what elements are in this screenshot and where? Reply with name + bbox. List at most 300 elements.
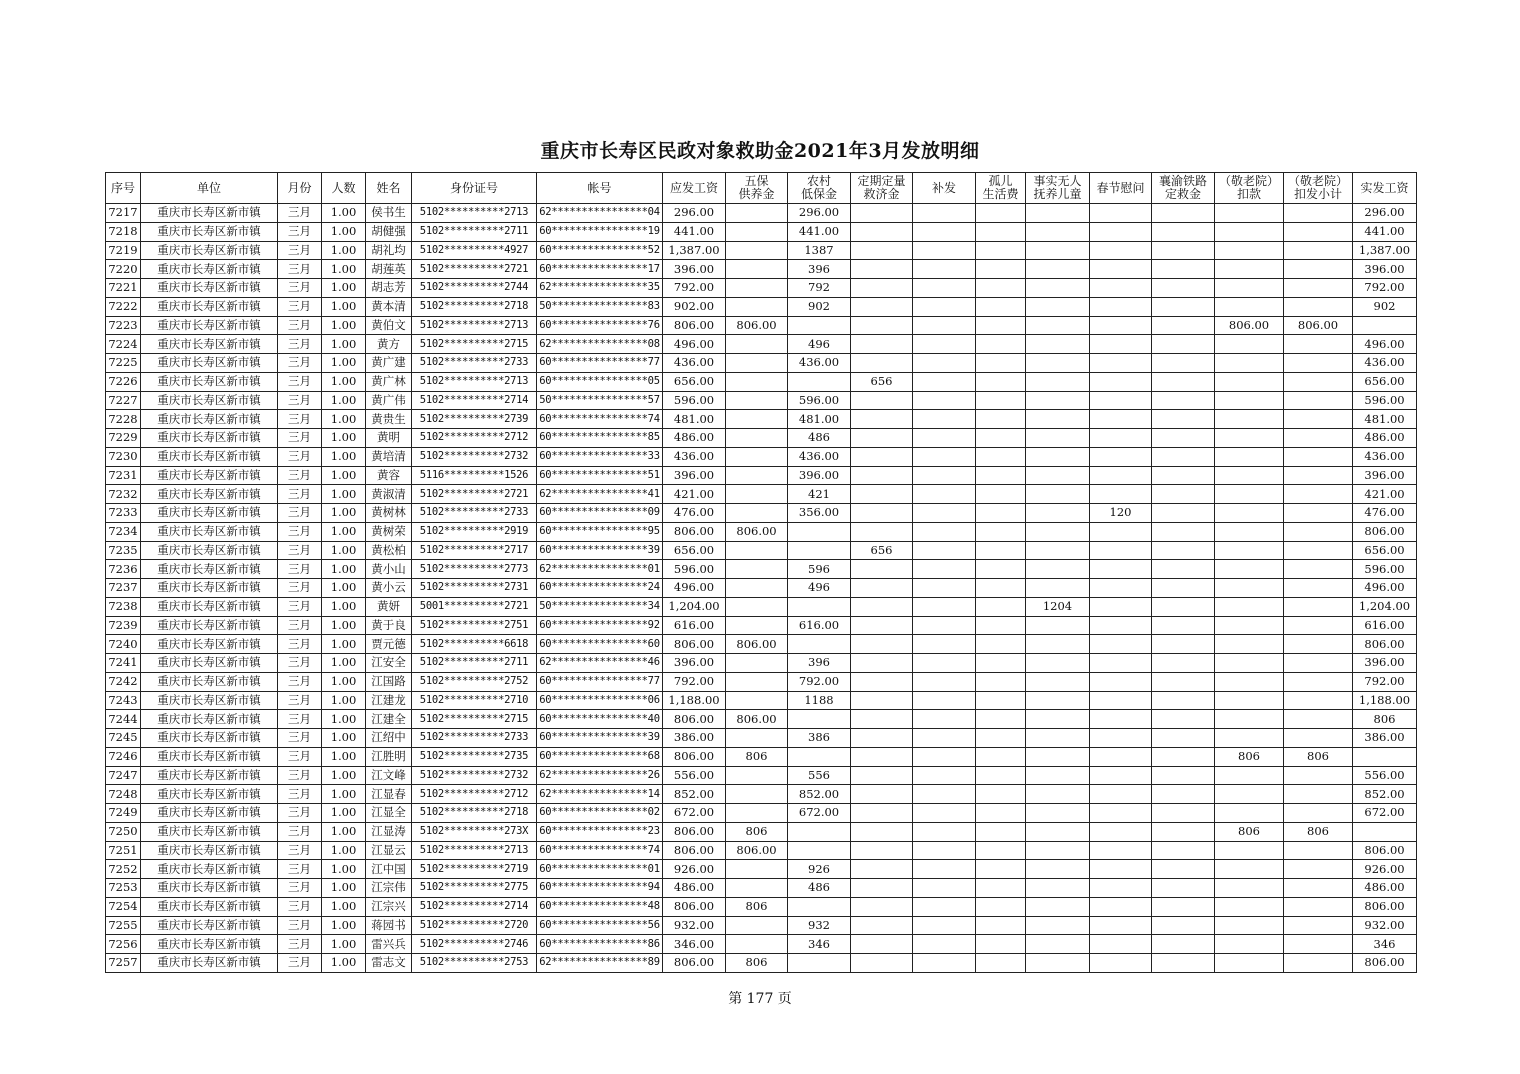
cell-orphan (976, 654, 1026, 673)
cell-unit: 重庆市长寿区新市镇 (141, 204, 278, 223)
cell-wubao (726, 579, 788, 598)
cell-festival: 120 (1090, 504, 1152, 523)
table-row (106, 935, 1417, 954)
cell-unattended-child (1026, 785, 1090, 804)
cell-payable: 1,188.00 (663, 691, 726, 710)
header-col-count: 人数 (322, 173, 366, 204)
cell-seq: 7231 (106, 466, 141, 485)
cell-name: 江绍中 (366, 729, 412, 748)
cell-actual: 792.00 (1353, 672, 1417, 691)
cell-account: 62****************26 (537, 766, 663, 785)
cell-orphan (976, 279, 1026, 298)
cell-dingqi (851, 447, 913, 466)
cell-deduction (1215, 916, 1284, 935)
table-row (106, 391, 1417, 410)
table-row (106, 766, 1417, 785)
cell-bufa (913, 672, 976, 691)
cell-count: 1.00 (322, 541, 366, 560)
cell-name: 黄广伟 (366, 391, 412, 410)
cell-actual: 926.00 (1353, 860, 1417, 879)
cell-dibao: 932 (788, 916, 851, 935)
cell-dingqi (851, 935, 913, 954)
cell-dibao (788, 635, 851, 654)
table-row (106, 616, 1417, 635)
cell-unit: 重庆市长寿区新市镇 (141, 260, 278, 279)
cell-deduction (1215, 297, 1284, 316)
cell-account: 60****************48 (537, 897, 663, 916)
cell-unit: 重庆市长寿区新市镇 (141, 672, 278, 691)
cell-payable: 296.00 (663, 204, 726, 223)
cell-month: 三月 (278, 616, 322, 635)
cell-bufa (913, 354, 976, 373)
cell-dingqi (851, 691, 913, 710)
cell-unit: 重庆市长寿区新市镇 (141, 954, 278, 973)
cell-orphan (976, 897, 1026, 916)
cell-actual: 792.00 (1353, 279, 1417, 298)
cell-payable: 806.00 (663, 635, 726, 654)
cell-deduction (1215, 879, 1284, 898)
document-title: 重庆市长寿区民政对象救助金2021年3月发放明细 (540, 140, 980, 162)
cell-actual: 1,204.00 (1353, 597, 1417, 616)
cell-name: 江宗兴 (366, 897, 412, 916)
cell-deduction-subtotal (1284, 297, 1353, 316)
cell-dingqi (851, 710, 913, 729)
cell-dibao (788, 522, 851, 541)
cell-deduction-subtotal (1284, 729, 1353, 748)
cell-dibao: 926 (788, 860, 851, 879)
cell-count: 1.00 (322, 729, 366, 748)
cell-payable: 806.00 (663, 841, 726, 860)
cell-bufa (913, 766, 976, 785)
cell-bufa (913, 954, 976, 973)
table-row (106, 579, 1417, 598)
cell-dingqi (851, 635, 913, 654)
cell-unit: 重庆市长寿区新市镇 (141, 710, 278, 729)
cell-bufa (913, 485, 976, 504)
cell-dingqi (851, 335, 913, 354)
cell-deduction (1215, 222, 1284, 241)
table-row (106, 860, 1417, 879)
cell-festival (1090, 541, 1152, 560)
cell-count: 1.00 (322, 260, 366, 279)
cell-deduction-subtotal (1284, 485, 1353, 504)
cell-account: 60****************19 (537, 222, 663, 241)
cell-deduction-subtotal (1284, 241, 1353, 260)
cell-count: 1.00 (322, 279, 366, 298)
cell-actual: 656.00 (1353, 541, 1417, 560)
cell-wubao (726, 729, 788, 748)
cell-month: 三月 (278, 747, 322, 766)
table-row (106, 279, 1417, 298)
cell-deduction (1215, 785, 1284, 804)
cell-count: 1.00 (322, 672, 366, 691)
cell-unattended-child (1026, 429, 1090, 448)
cell-account: 62****************08 (537, 335, 663, 354)
cell-count: 1.00 (322, 822, 366, 841)
cell-name: 黄广林 (366, 372, 412, 391)
cell-deduction (1215, 954, 1284, 973)
cell-name: 胡志芳 (366, 279, 412, 298)
cell-unattended-child (1026, 447, 1090, 466)
table-row (106, 654, 1417, 673)
cell-dibao: 792 (788, 279, 851, 298)
cell-railway (1152, 204, 1215, 223)
cell-deduction (1215, 391, 1284, 410)
cell-unattended-child (1026, 204, 1090, 223)
cell-seq: 7250 (106, 822, 141, 841)
cell-deduction-subtotal (1284, 616, 1353, 635)
cell-festival (1090, 616, 1152, 635)
cell-account: 60****************56 (537, 916, 663, 935)
cell-dingqi (851, 466, 913, 485)
cell-account: 62****************41 (537, 485, 663, 504)
cell-unattended-child (1026, 316, 1090, 335)
cell-orphan (976, 447, 1026, 466)
cell-id: 5102**********2732 (412, 766, 537, 785)
payment-table (105, 172, 1417, 973)
cell-festival (1090, 297, 1152, 316)
cell-payable: 496.00 (663, 335, 726, 354)
cell-count: 1.00 (322, 597, 366, 616)
header-col-unattended-child: 事实无人 抚养儿童 (1026, 173, 1090, 204)
cell-deduction (1215, 204, 1284, 223)
cell-seq: 7249 (106, 804, 141, 823)
table-row (106, 429, 1417, 448)
cell-month: 三月 (278, 504, 322, 523)
cell-payable: 396.00 (663, 466, 726, 485)
cell-account: 50****************57 (537, 391, 663, 410)
cell-name: 江建龙 (366, 691, 412, 710)
cell-wubao (726, 654, 788, 673)
table-row (106, 841, 1417, 860)
cell-railway (1152, 335, 1215, 354)
cell-payable: 932.00 (663, 916, 726, 935)
cell-orphan (976, 466, 1026, 485)
cell-dingqi (851, 522, 913, 541)
cell-account: 60****************09 (537, 504, 663, 523)
cell-actual: 596.00 (1353, 391, 1417, 410)
cell-dingqi (851, 391, 913, 410)
cell-unit: 重庆市长寿区新市镇 (141, 879, 278, 898)
cell-name: 江安全 (366, 654, 412, 673)
cell-id: 5102**********4927 (412, 241, 537, 260)
cell-account: 50****************34 (537, 597, 663, 616)
cell-wubao (726, 766, 788, 785)
cell-festival (1090, 372, 1152, 391)
cell-month: 三月 (278, 766, 322, 785)
cell-actual: 902 (1353, 297, 1417, 316)
cell-seq: 7238 (106, 597, 141, 616)
cell-unit: 重庆市长寿区新市镇 (141, 335, 278, 354)
cell-unattended-child (1026, 935, 1090, 954)
cell-deduction-subtotal (1284, 860, 1353, 879)
cell-id: 5102**********2735 (412, 747, 537, 766)
cell-id: 5102**********2713 (412, 372, 537, 391)
cell-unit: 重庆市长寿区新市镇 (141, 747, 278, 766)
cell-unit: 重庆市长寿区新市镇 (141, 354, 278, 373)
cell-dibao: 792.00 (788, 672, 851, 691)
cell-wubao: 806.00 (726, 316, 788, 335)
cell-dibao: 496 (788, 579, 851, 598)
cell-dibao (788, 822, 851, 841)
cell-deduction (1215, 541, 1284, 560)
cell-unit: 重庆市长寿区新市镇 (141, 447, 278, 466)
cell-orphan (976, 316, 1026, 335)
cell-unattended-child (1026, 804, 1090, 823)
cell-month: 三月 (278, 822, 322, 841)
cell-payable: 616.00 (663, 616, 726, 635)
cell-festival (1090, 222, 1152, 241)
header-col-deduction: （敬老院） 扣款 (1215, 173, 1284, 204)
cell-payable: 806.00 (663, 710, 726, 729)
cell-actual: 806.00 (1353, 522, 1417, 541)
cell-deduction (1215, 466, 1284, 485)
cell-bufa (913, 935, 976, 954)
cell-dibao: 672.00 (788, 804, 851, 823)
header-col-railway: 襄渝铁路 定救金 (1152, 173, 1215, 204)
cell-actual: 486.00 (1353, 879, 1417, 898)
cell-unit: 重庆市长寿区新市镇 (141, 785, 278, 804)
cell-deduction-subtotal (1284, 635, 1353, 654)
cell-unit: 重庆市长寿区新市镇 (141, 935, 278, 954)
cell-deduction (1215, 354, 1284, 373)
cell-id: 5102**********2718 (412, 804, 537, 823)
cell-unit: 重庆市长寿区新市镇 (141, 804, 278, 823)
cell-unattended-child (1026, 691, 1090, 710)
cell-bufa (913, 447, 976, 466)
cell-festival (1090, 354, 1152, 373)
cell-dingqi (851, 860, 913, 879)
cell-wubao (726, 447, 788, 466)
cell-actual: 481.00 (1353, 410, 1417, 429)
cell-unattended-child (1026, 747, 1090, 766)
cell-id: 5102**********273X (412, 822, 537, 841)
cell-id: 5116**********1526 (412, 466, 537, 485)
header-col-festival: 春节慰问 (1090, 173, 1152, 204)
cell-count: 1.00 (322, 391, 366, 410)
cell-month: 三月 (278, 279, 322, 298)
cell-id: 5102**********2711 (412, 222, 537, 241)
cell-railway (1152, 804, 1215, 823)
cell-railway (1152, 822, 1215, 841)
cell-deduction (1215, 560, 1284, 579)
cell-month: 三月 (278, 672, 322, 691)
cell-dibao: 616.00 (788, 616, 851, 635)
cell-seq: 7255 (106, 916, 141, 935)
cell-payable: 806.00 (663, 897, 726, 916)
cell-id: 5102**********2733 (412, 729, 537, 748)
cell-payable: 436.00 (663, 447, 726, 466)
cell-id: 5102**********2721 (412, 260, 537, 279)
cell-orphan (976, 616, 1026, 635)
header-col-unit: 单位 (141, 173, 278, 204)
cell-deduction-subtotal (1284, 522, 1353, 541)
cell-name: 江显全 (366, 804, 412, 823)
cell-dibao: 296.00 (788, 204, 851, 223)
cell-deduction (1215, 485, 1284, 504)
cell-name: 侯书生 (366, 204, 412, 223)
cell-month: 三月 (278, 597, 322, 616)
cell-unit: 重庆市长寿区新市镇 (141, 372, 278, 391)
cell-railway (1152, 466, 1215, 485)
cell-month: 三月 (278, 560, 322, 579)
table-row (106, 466, 1417, 485)
table-row (106, 522, 1417, 541)
cell-wubao (726, 916, 788, 935)
cell-festival (1090, 916, 1152, 935)
cell-dibao: 441.00 (788, 222, 851, 241)
cell-month: 三月 (278, 916, 322, 935)
cell-festival (1090, 879, 1152, 898)
cell-bufa (913, 429, 976, 448)
cell-orphan (976, 729, 1026, 748)
cell-dingqi (851, 354, 913, 373)
cell-month: 三月 (278, 579, 322, 598)
cell-dingqi (851, 841, 913, 860)
table-row (106, 560, 1417, 579)
cell-count: 1.00 (322, 954, 366, 973)
cell-festival (1090, 635, 1152, 654)
cell-railway (1152, 522, 1215, 541)
cell-deduction-subtotal (1284, 766, 1353, 785)
cell-account: 60****************77 (537, 354, 663, 373)
cell-id: 5102**********2718 (412, 297, 537, 316)
cell-unit: 重庆市长寿区新市镇 (141, 597, 278, 616)
cell-account: 60****************02 (537, 804, 663, 823)
cell-festival (1090, 804, 1152, 823)
cell-dibao: 356.00 (788, 504, 851, 523)
cell-payable: 596.00 (663, 560, 726, 579)
cell-account: 60****************77 (537, 672, 663, 691)
cell-unit: 重庆市长寿区新市镇 (141, 841, 278, 860)
cell-payable: 1,387.00 (663, 241, 726, 260)
cell-festival (1090, 391, 1152, 410)
cell-festival (1090, 710, 1152, 729)
cell-seq: 7248 (106, 785, 141, 804)
cell-payable: 1,204.00 (663, 597, 726, 616)
cell-month: 三月 (278, 691, 322, 710)
cell-wubao (726, 335, 788, 354)
cell-deduction-subtotal (1284, 916, 1353, 935)
cell-account: 60****************92 (537, 616, 663, 635)
cell-bufa (913, 822, 976, 841)
cell-id: 5102**********2739 (412, 410, 537, 429)
cell-seq: 7226 (106, 372, 141, 391)
cell-bufa (913, 541, 976, 560)
cell-count: 1.00 (322, 897, 366, 916)
cell-dibao: 902 (788, 297, 851, 316)
cell-deduction (1215, 710, 1284, 729)
cell-railway (1152, 316, 1215, 335)
cell-name: 江中国 (366, 860, 412, 879)
cell-railway (1152, 579, 1215, 598)
table-row (106, 485, 1417, 504)
cell-deduction-subtotal (1284, 954, 1353, 973)
cell-railway (1152, 391, 1215, 410)
cell-dibao (788, 897, 851, 916)
cell-deduction (1215, 616, 1284, 635)
cell-seq: 7237 (106, 579, 141, 598)
cell-month: 三月 (278, 897, 322, 916)
cell-unit: 重庆市长寿区新市镇 (141, 466, 278, 485)
cell-bufa (913, 616, 976, 635)
cell-bufa (913, 916, 976, 935)
cell-seq: 7228 (106, 410, 141, 429)
cell-bufa (913, 897, 976, 916)
cell-payable: 396.00 (663, 654, 726, 673)
cell-deduction-subtotal (1284, 785, 1353, 804)
cell-orphan (976, 822, 1026, 841)
cell-payable: 672.00 (663, 804, 726, 823)
cell-name: 江显涛 (366, 822, 412, 841)
cell-festival (1090, 841, 1152, 860)
cell-dingqi (851, 485, 913, 504)
cell-orphan (976, 785, 1026, 804)
cell-deduction-subtotal (1284, 466, 1353, 485)
cell-payable: 481.00 (663, 410, 726, 429)
cell-deduction (1215, 635, 1284, 654)
cell-actual: 396.00 (1353, 466, 1417, 485)
cell-unattended-child (1026, 579, 1090, 598)
cell-count: 1.00 (322, 241, 366, 260)
table-row (106, 260, 1417, 279)
cell-count: 1.00 (322, 616, 366, 635)
cell-actual: 496.00 (1353, 335, 1417, 354)
cell-month: 三月 (278, 391, 322, 410)
cell-deduction-subtotal (1284, 804, 1353, 823)
cell-id: 5102**********2713 (412, 841, 537, 860)
cell-railway (1152, 260, 1215, 279)
cell-festival (1090, 654, 1152, 673)
cell-dingqi (851, 297, 913, 316)
cell-orphan (976, 297, 1026, 316)
cell-payable: 792.00 (663, 279, 726, 298)
cell-count: 1.00 (322, 747, 366, 766)
cell-bufa (913, 241, 976, 260)
cell-deduction-subtotal (1284, 260, 1353, 279)
cell-dingqi (851, 410, 913, 429)
cell-id: 5102**********6618 (412, 635, 537, 654)
cell-railway (1152, 560, 1215, 579)
cell-wubao (726, 222, 788, 241)
cell-railway (1152, 297, 1215, 316)
cell-bufa (913, 316, 976, 335)
cell-deduction-subtotal (1284, 841, 1353, 860)
cell-festival (1090, 672, 1152, 691)
cell-seq: 7218 (106, 222, 141, 241)
cell-month: 三月 (278, 785, 322, 804)
cell-month: 三月 (278, 522, 322, 541)
cell-dingqi (851, 822, 913, 841)
cell-festival (1090, 785, 1152, 804)
cell-deduction (1215, 766, 1284, 785)
cell-account: 62****************35 (537, 279, 663, 298)
cell-orphan (976, 672, 1026, 691)
cell-dibao (788, 954, 851, 973)
cell-id: 5102**********2753 (412, 954, 537, 973)
cell-deduction-subtotal (1284, 897, 1353, 916)
cell-wubao (726, 260, 788, 279)
cell-railway (1152, 616, 1215, 635)
table-row (106, 729, 1417, 748)
table-row (106, 897, 1417, 916)
table-body (106, 204, 1417, 973)
header-col-month: 月份 (278, 173, 322, 204)
cell-month: 三月 (278, 297, 322, 316)
cell-orphan (976, 635, 1026, 654)
cell-account: 62****************46 (537, 654, 663, 673)
cell-seq: 7252 (106, 860, 141, 879)
